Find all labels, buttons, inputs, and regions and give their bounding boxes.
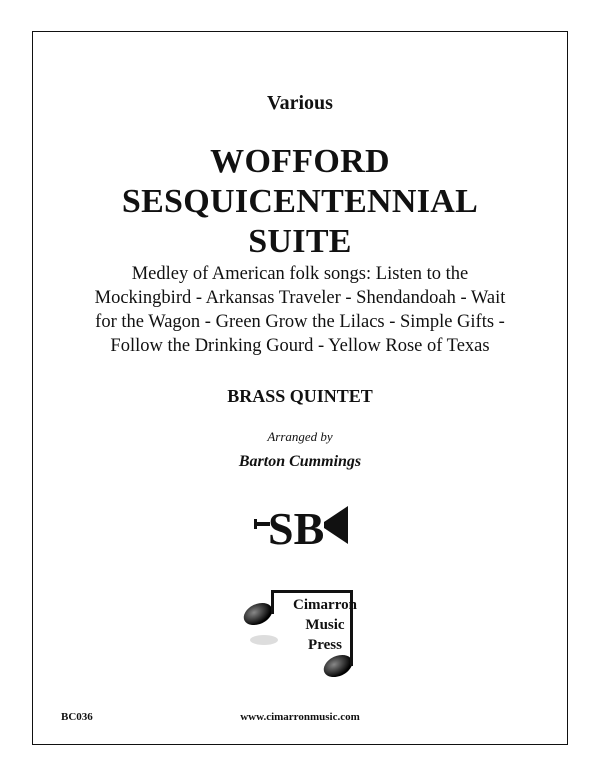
composer: Various [267, 92, 333, 114]
title-line: WOFFORD [210, 143, 390, 180]
publisher-line: Press [308, 637, 342, 653]
publisher-line: Cimarron [293, 597, 357, 613]
title-line: SUITE [248, 223, 352, 260]
trumpet-bell-logo [254, 500, 350, 550]
arranger-name: Barton Cummings [238, 453, 362, 470]
sb-logo-letters: SB [268, 503, 325, 550]
website-url: www.cimarronmusic.com [240, 711, 360, 723]
title [40, 142, 560, 262]
subtitle-line: Follow the Drinking Gourd - Yellow Rose of Texas [110, 336, 490, 356]
catalog-number: BC036 [61, 711, 93, 723]
publisher-name [283, 595, 367, 655]
subtitle-line: Medley of American folk songs: Listen to the [131, 264, 469, 284]
subtitle [70, 262, 530, 358]
subtitle-line: for the Wagon - Green Grow the Lilacs - Simple Gifts - [95, 312, 505, 332]
publisher-line: Music [305, 617, 345, 633]
instrumentation: BRASS QUINTET [227, 386, 373, 406]
title-line: SESQUICENTENNIAL [121, 183, 479, 220]
subtitle-line: Mockingbird - Arkansas Traveler - Shendandoah - Wait [94, 288, 506, 308]
arranged-by-label: Arranged by [267, 429, 333, 444]
